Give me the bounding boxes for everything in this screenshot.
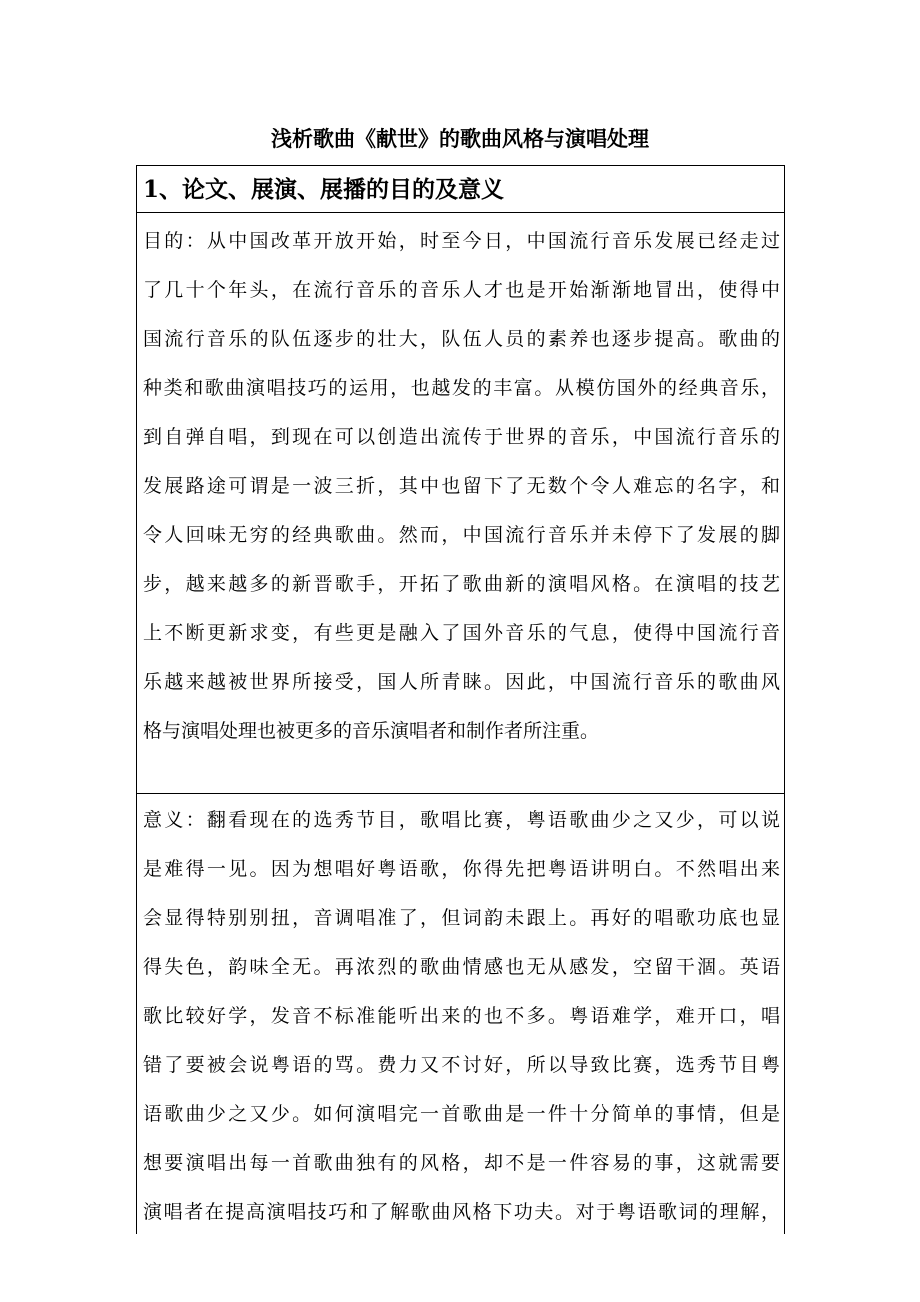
purpose-line: 目的：从中国改革开放开始，时至今日，中国流行音乐发展已经走过 (143, 230, 780, 252)
significance-cell (137, 794, 784, 1234)
section-heading: 1、论文、展演、展播的目的及意义 (137, 166, 784, 213)
purpose-line: 令人回味无穷的经典歌曲。然而，中国流行音乐并未停下了发展的脚 (143, 524, 780, 546)
purpose-line: 了几十个年头，在流行音乐的音乐人才也是开始渐渐地冒出，使得中 (143, 279, 780, 301)
purpose-line: 步，越来越多的新晋歌手，开拓了歌曲新的演唱风格。在演唱的技艺 (143, 573, 780, 595)
significance-line: 想要演唱出每一首歌曲独有的风格，却不是一件容易的事，这就需要 (143, 1152, 780, 1174)
purpose-line: 到自弹自唱，到现在可以创造出流传于世界的音乐，中国流行音乐的 (143, 426, 780, 448)
significance-line: 会显得特别别扭，音调唱准了，但词韵未跟上。再好的唱歌功底也显 (143, 907, 780, 929)
significance-line: 是难得一见。因为想唱好粤语歌，你得先把粤语讲明白。不然唱出来 (143, 858, 780, 880)
significance-line: 演唱者在提高演唱技巧和了解歌曲风格下功夫。对于粤语歌词的理解， (143, 1201, 780, 1223)
purpose-cell (137, 213, 784, 794)
significance-line: 意义：翻看现在的选秀节目，歌唱比赛，粤语歌曲少之又少，可以说 (143, 809, 780, 831)
significance-line: 歌比较好学，发音不标准能听出来的也不多。粤语难学，难开口，唱 (143, 1005, 780, 1027)
purpose-line: 格与演唱处理也被更多的音乐演唱者和制作者所注重。 (143, 720, 600, 742)
document-title: 浅析歌曲《献世》的歌曲风格与演唱处理 (271, 126, 649, 151)
content-table (136, 165, 785, 1234)
purpose-line: 上不断更新求变，有些更是融入了国外音乐的气息，使得中国流行音 (143, 622, 780, 644)
purpose-line: 发展路途可谓是一波三折，其中也留下了无数个令人难忘的名字，和 (143, 475, 780, 497)
purpose-line: 国流行音乐的队伍逐步的壮大，队伍人员的素养也逐步提高。歌曲的 (143, 328, 780, 350)
purpose-line: 种类和歌曲演唱技巧的运用，也越发的丰富。从模仿国外的经典音乐， (143, 377, 780, 399)
significance-line: 语歌曲少之又少。如何演唱完一首歌曲是一件十分简单的事情，但是 (143, 1103, 780, 1125)
significance-line: 错了要被会说粤语的骂。费力又不讨好，所以导致比赛，选秀节目粤 (143, 1054, 780, 1076)
significance-line: 得失色，韵味全无。再浓烈的歌曲情感也无从感发，空留干涸。英语 (143, 956, 780, 978)
purpose-line: 乐越来越被世界所接受，国人所青睐。因此，中国流行音乐的歌曲风 (143, 671, 780, 693)
